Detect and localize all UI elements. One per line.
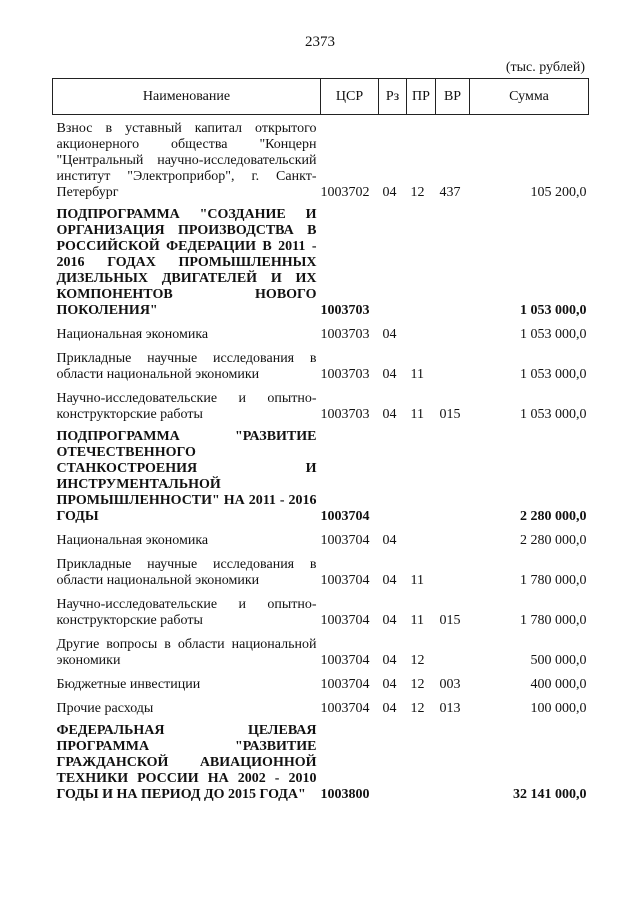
cell-pr: 12 xyxy=(410,677,425,692)
cell-vr: 437 xyxy=(439,185,461,200)
cell-pr: 12 xyxy=(410,701,425,716)
cell-sum: 105 200,0 xyxy=(530,185,587,200)
cell-name: Прочие расходы xyxy=(56,701,154,716)
table-section-row xyxy=(53,201,589,319)
cell-sum: 1 780 000,0 xyxy=(520,613,587,628)
cell-vr: 015 xyxy=(439,407,461,422)
cell-rz: 04 xyxy=(382,613,397,628)
cell-csr: 1003703 xyxy=(320,407,370,422)
cell-vr xyxy=(436,201,470,319)
cell-vr xyxy=(436,717,470,803)
cell-pr: 11 xyxy=(410,367,424,382)
cell-csr: 1003703 xyxy=(320,303,370,318)
table-row xyxy=(53,669,589,693)
cell-vr xyxy=(436,525,470,549)
budget-table xyxy=(52,78,589,803)
page-number: 2373 xyxy=(305,34,335,50)
cell-pr: 12 xyxy=(410,185,425,200)
cell-pr xyxy=(407,717,436,803)
cell-csr: 1003704 xyxy=(320,533,370,548)
header-rz: Рз xyxy=(379,79,407,115)
cell-rz: 04 xyxy=(382,185,397,200)
cell-csr: 1003800 xyxy=(320,787,370,802)
header-vr: ВР xyxy=(436,79,470,115)
table-section-row xyxy=(53,717,589,803)
cell-pr: 11 xyxy=(410,573,424,588)
cell-name: Национальная экономика xyxy=(56,533,209,548)
cell-rz xyxy=(379,717,407,803)
cell-vr: 013 xyxy=(439,701,461,716)
table-row xyxy=(53,589,589,629)
table-row xyxy=(53,549,589,589)
cell-vr: 015 xyxy=(439,613,461,628)
cell-rz xyxy=(379,423,407,525)
table-header-row xyxy=(53,79,589,115)
cell-name: Прикладные научные исследования в области национальной экономики xyxy=(56,351,317,382)
cell-vr xyxy=(436,423,470,525)
header-csr: ЦСР xyxy=(321,79,379,115)
cell-sum: 2 280 000,0 xyxy=(520,533,587,548)
cell-vr xyxy=(436,549,470,589)
cell-csr: 1003703 xyxy=(320,367,370,382)
cell-sum: 1 053 000,0 xyxy=(520,327,587,342)
cell-sum: 32 141 000,0 xyxy=(513,787,587,802)
cell-name: ПОДПРОГРАММА "СОЗДАНИЕ И ОРГАНИЗАЦИЯ ПРОИЗВОДСТВА В РОССИЙСКОЙ ФЕДЕРАЦИИ В 2011 - 2016 ГОДАХ ПРОМЫШЛЕННЫХ ДИЗЕЛЬНЫХ ДВИГАТЕЛЕЙ И ИХ КОМПОНЕНТОВ НОВОГО ПОКОЛЕНИЯ" xyxy=(56,207,317,318)
cell-rz: 04 xyxy=(382,327,397,342)
table-body xyxy=(53,115,589,804)
cell-csr: 1003704 xyxy=(320,573,370,588)
cell-sum: 1 053 000,0 xyxy=(520,303,587,318)
cell-rz xyxy=(379,201,407,319)
cell-rz: 04 xyxy=(382,533,397,548)
cell-name: ПОДПРОГРАММА "РАЗВИТИЕ ОТЕЧЕСТВЕННОГО СТАНКОСТРОЕНИЯ И ИНСТРУМЕНТАЛЬНОЙ ПРОМЫШЛЕННОСТИ" НА 2011 - 2016 ГОДЫ xyxy=(56,429,317,524)
cell-rz: 04 xyxy=(382,367,397,382)
cell-name: ФЕДЕРАЛЬНАЯ ЦЕЛЕВАЯ ПРОГРАММА "РАЗВИТИЕ ГРАЖДАНСКОЙ АВИАЦИОННОЙ ТЕХНИКИ РОССИИ НА 2002 - 2010 ГОДЫ И НА ПЕРИОД ДО 2015 ГОДА" xyxy=(56,723,317,802)
cell-vr xyxy=(436,343,470,383)
cell-pr xyxy=(407,319,436,343)
cell-pr: 12 xyxy=(410,653,425,668)
units-note: (тыс. рублей) xyxy=(505,60,585,75)
table-row xyxy=(53,319,589,343)
cell-csr: 1003702 xyxy=(320,185,370,200)
cell-sum: 400 000,0 xyxy=(530,677,587,692)
cell-name: Национальная экономика xyxy=(56,327,209,342)
cell-pr: 11 xyxy=(410,407,424,422)
cell-name: Научно-исследовательские и опытно-конструкторские работы xyxy=(56,391,317,422)
cell-pr: 11 xyxy=(410,613,424,628)
cell-pr xyxy=(407,201,436,319)
cell-rz: 04 xyxy=(382,653,397,668)
cell-pr xyxy=(407,423,436,525)
cell-name: Прикладные научные исследования в области национальной экономики xyxy=(56,557,317,588)
cell-rz: 04 xyxy=(382,701,397,716)
cell-sum: 2 280 000,0 xyxy=(520,509,587,524)
cell-rz: 04 xyxy=(382,407,397,422)
cell-name: Научно-исследовательские и опытно-конструкторские работы xyxy=(56,597,317,628)
cell-csr: 1003704 xyxy=(320,653,370,668)
table-row xyxy=(53,629,589,669)
cell-csr: 1003704 xyxy=(320,701,370,716)
cell-pr xyxy=(407,525,436,549)
table-row xyxy=(53,693,589,717)
table-row xyxy=(53,383,589,423)
cell-vr xyxy=(436,629,470,669)
cell-name: Взнос в уставный капитал открытого акционерного общества "Концерн "Центральный научно-исследовательский институт "Электроприбор", г. Санкт-Петербург xyxy=(56,121,317,200)
cell-sum: 500 000,0 xyxy=(530,653,587,668)
table-row xyxy=(53,343,589,383)
cell-csr: 1003703 xyxy=(320,327,370,342)
header-name: Наименование xyxy=(53,79,321,115)
cell-sum: 1 053 000,0 xyxy=(520,367,587,382)
table-section-row xyxy=(53,423,589,525)
table-row xyxy=(53,115,589,202)
cell-csr: 1003704 xyxy=(320,613,370,628)
cell-name: Другие вопросы в области национальной экономики xyxy=(56,637,317,668)
cell-vr xyxy=(436,319,470,343)
cell-csr: 1003704 xyxy=(320,509,370,524)
table-row xyxy=(53,525,589,549)
cell-sum: 100 000,0 xyxy=(530,701,587,716)
cell-rz: 04 xyxy=(382,677,397,692)
header-sum: Сумма xyxy=(470,79,589,115)
cell-rz: 04 xyxy=(382,573,397,588)
cell-sum: 1 053 000,0 xyxy=(520,407,587,422)
cell-name: Бюджетные инвестиции xyxy=(56,677,201,692)
cell-sum: 1 780 000,0 xyxy=(520,573,587,588)
cell-vr: 003 xyxy=(439,677,461,692)
header-pr: ПР xyxy=(407,79,436,115)
cell-csr: 1003704 xyxy=(320,677,370,692)
